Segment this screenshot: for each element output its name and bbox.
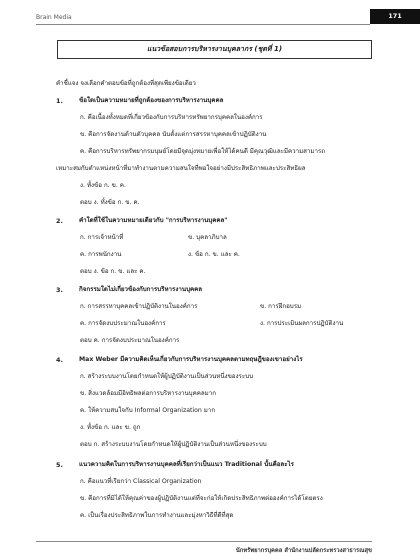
option: ข. บุคลาภิบาล: [188, 234, 227, 241]
option: ค. การพนักงาน: [80, 251, 122, 258]
answer: ตอบ ง. ข้อ ก. ข. และ ค.: [80, 268, 146, 275]
option: ก. คือเนื้องทั้งหมดที่เกี่ยวข้องกับการบริหารทรัพยากรบุคคลในองค์การ: [80, 114, 263, 121]
option: ข. สิ่งแวดล้อมมีอิทธิพลต่อการบริหารงานบุคคลมาก: [80, 390, 216, 397]
question-number: 4.: [56, 356, 63, 364]
option: ค. เป็นเรื่องประสิทธิภาพในการทำงานและมุ่งหาวิธีที่ดีที่สุด: [80, 512, 234, 519]
option: ก. คือแนวที่เรียกว่า Classical Organization: [80, 478, 202, 485]
option: ง. ข้อ ก. ข. และ ค.: [188, 251, 240, 258]
header-divider: [36, 24, 370, 25]
option: ค. การจัดงบประมาณในองค์การ: [80, 320, 166, 327]
answer: ตอบ ค. การจัดงบประมาณในองค์การ: [80, 337, 180, 344]
answer: ตอบ ง. ทั้งข้อ ก. ข. ค.: [80, 199, 140, 206]
answer: ตอบ ก. สร้างระบบงานโดยกำหนดให้ผู้ปฏิบัติงานเป็นส่วนหนึ่งของระบบ: [80, 441, 267, 448]
question-number: 1.: [56, 97, 63, 105]
header-brand: Brain Media: [36, 14, 72, 21]
question-text: กิจกรรมใดไม่เกี่ยวข้องกับการบริหารงานบุคคล: [79, 286, 203, 293]
question-number: 5.: [56, 461, 63, 469]
option: ข. การฝึกอบรม: [260, 303, 302, 310]
footer-text: นักทรัพยากรบุคคล สำนักงานปลัดกระทรวงสาธารณสุข: [235, 548, 372, 554]
instruction: คำชี้แจง จงเลือกคำตอบข้อที่ถูกต้องที่สุดเพียงข้อเดียว: [56, 80, 196, 87]
option: ค. ให้ความสนใจกับ Informal Organization มาก: [80, 407, 216, 414]
option: ข. คือการจัดงานด้านตัวบุคคล นับตั้งแต่การสรรหาบุคคลเข้าปฏิบัติงาน: [80, 131, 267, 138]
option: ง. ทั้งข้อ ก. ข. ค.: [80, 182, 126, 189]
question-number: 3.: [56, 286, 63, 294]
option: ง. การประเมินผลการปฏิบัติงาน: [260, 320, 344, 327]
option-continuation: เหมาะสมกับตำแหน่งหน้าที่มาทำงานตามความสนใจที่พอใจอย่างมีประสิทธิภาพและประสิทธิผล: [56, 165, 306, 172]
question-text: แนวความคิดในการบริหารงานบุคคลที่เรียกว่าเป็นแนว Traditional นั้นคือละไร: [79, 461, 294, 468]
page-number: 171: [370, 9, 420, 24]
option: ข. คือการที่มิได้ให้คุณค่าของผู้ปฏิบัติงานแต่ที่จะก่อให้เกิดประสิทธิภาพต่อองค์การได้โดยตรง: [80, 495, 323, 502]
question-text: คำใดที่ใช้ในความหมายเดียวกับ "การบริหารงานบุคคล": [79, 217, 228, 224]
option: ค. คือการบริหารทรัพยากรมนุษย์โดยมีจุดมุ่งหมายเพื่อให้ได้คนดี มีคุณวุฒิและมีความสามารถ: [80, 148, 326, 155]
option: ก. การสรรหาบุคคลเข้าปฏิบัติงานในองค์การ: [80, 303, 198, 310]
option: ก. สร้างระบบงานโดยกำหนดให้ผู้ปฏิบัติงานเป็นส่วนหนึ่งของระบบ: [80, 373, 254, 380]
footer-divider: [36, 541, 372, 542]
option: ง. ทั้งข้อ ก. และ ข. ถูก: [80, 424, 141, 431]
question-text: Max Weber มีความคิดเห็นเกี่ยวกับการบริหารงานบุคคลตามทฤษฎีของเขาอย่างไร: [79, 356, 303, 363]
page-title: แนวข้อสอบการบริหารงานบุคลากร (ชุดที่ 1): [57, 40, 372, 59]
question-number: 2.: [56, 217, 63, 225]
question-text: ข้อใดเป็นความหมายที่ถูกต้องของการบริหารงานบุคคล: [79, 97, 224, 104]
option: ก. การเจ้าหน้าที่: [80, 234, 124, 241]
